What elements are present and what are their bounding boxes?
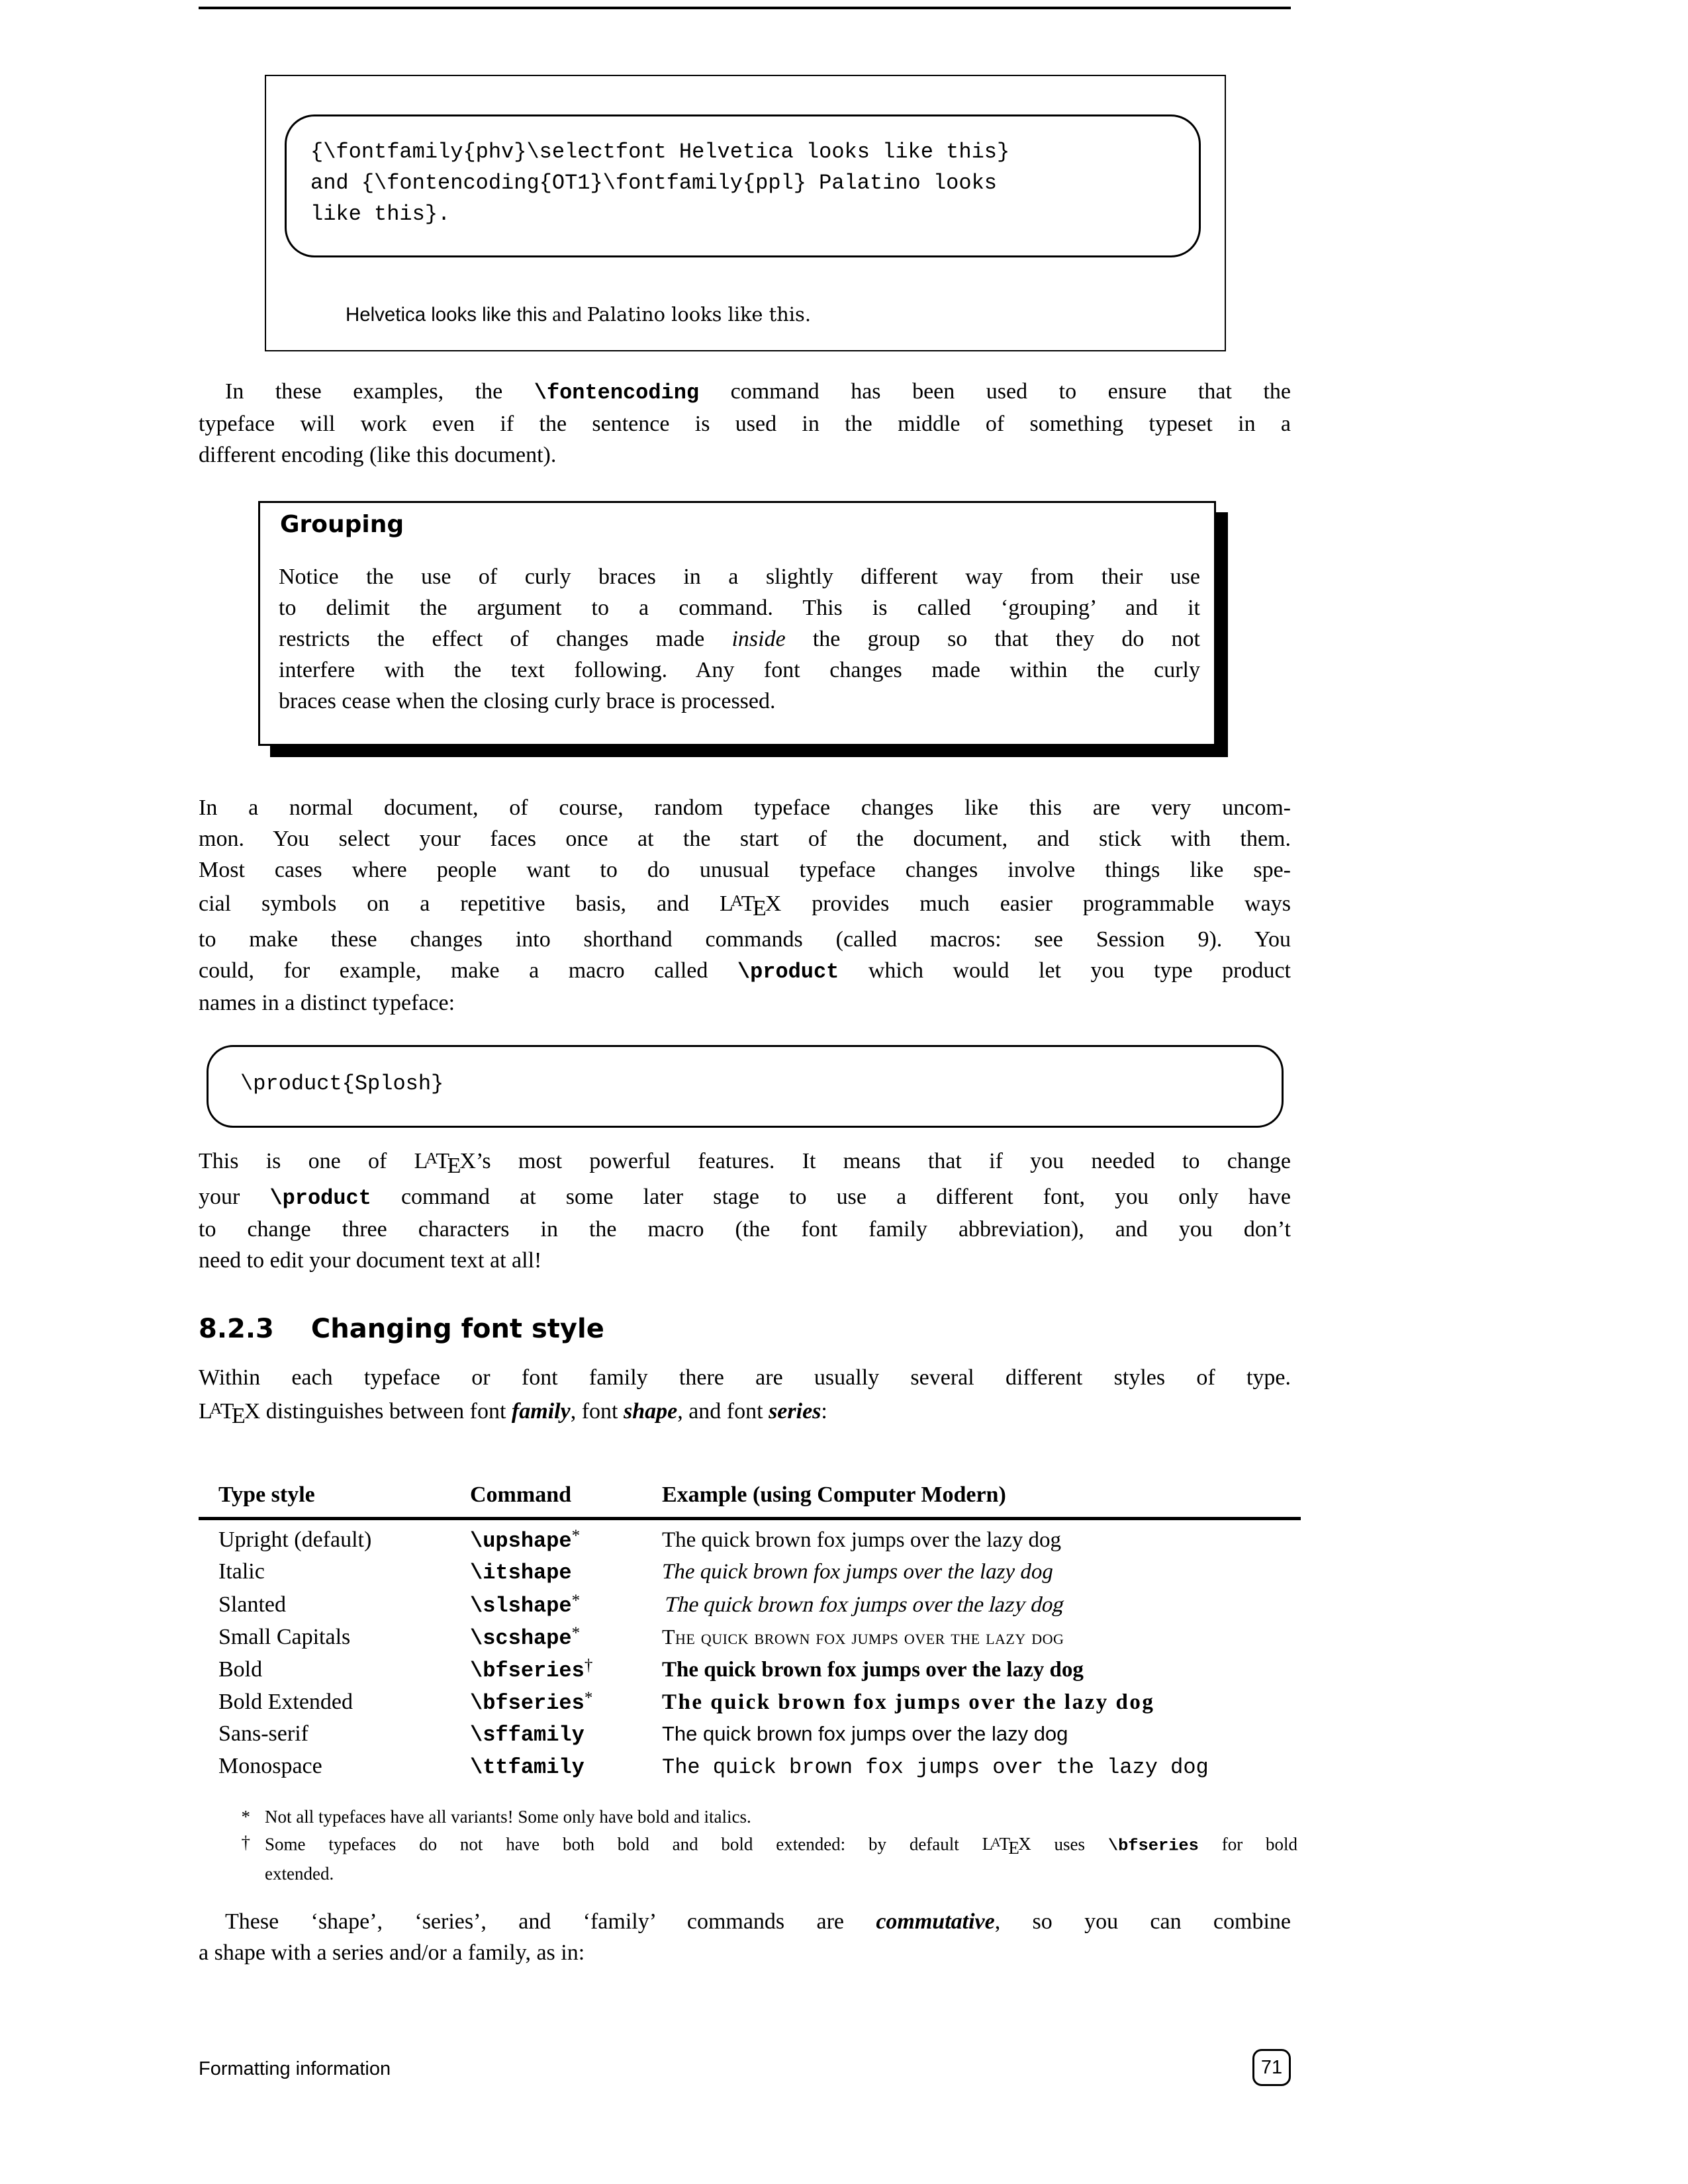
text-line: mon. You select your faces once at the start of the document, and stick with them.	[199, 827, 1291, 851]
example-cell: The quick brown fox jumps over the lazy dog	[662, 1560, 1053, 1584]
section-title: Changing font style	[310, 1314, 604, 1344]
table-header-row	[199, 1482, 1301, 1517]
code-line: like this}.	[310, 202, 451, 226]
paragraph-fontencoding	[199, 376, 1291, 471]
paragraph-normal-document	[199, 792, 1291, 1019]
footnote-text	[265, 1804, 1297, 1830]
text-line: to make these changes into shorthand commands (called macros: see Session 9). You	[199, 927, 1291, 952]
footnote-text	[265, 1830, 1297, 1887]
font-style-table	[199, 1482, 1301, 1786]
page-number-badge	[1252, 2049, 1291, 2086]
inline-command: \slshape	[470, 1593, 572, 1618]
table-footnotes	[199, 1804, 1297, 1887]
text-line: cial symbols on a repetitive basis, and $L^ATEX$ provides much easier programmable ways	[199, 891, 1291, 921]
footnote-marker: †	[241, 1833, 250, 1852]
table-row	[199, 1592, 1301, 1624]
inline-command: \product	[737, 959, 839, 984]
type-style-cell: Sans-serif	[218, 1721, 308, 1746]
text-line: This is one of $L^ATEX’s$ most powerful features. It means that if you needed to change	[199, 1148, 1291, 1178]
column-header-example: Example (using Computer Modern)	[662, 1482, 1006, 1507]
paragraph-within-typeface	[199, 1362, 1291, 1432]
example-cell: The quick brown fox jumps over the lazy dog	[662, 1690, 1155, 1714]
type-style-cell: Small Capitals	[218, 1624, 351, 1649]
page-number: 71	[1260, 2056, 1283, 2078]
inline-command: \itshape	[470, 1561, 572, 1585]
text-line: Most cases where people want to do unusual typeface changes involve things like spe-	[199, 858, 1291, 882]
grouping-box-body	[279, 561, 1200, 717]
text-line: Notice the use of curly braces in a slightly different way from their use	[279, 565, 1200, 589]
command-cell	[470, 1624, 662, 1651]
footnote-marker: *	[571, 1592, 581, 1610]
text-line: need to edit your document text at all!	[199, 1248, 542, 1273]
latex-logo: $L^ATEX$	[982, 1834, 1031, 1858]
text-line: Some typefaces do not have both bold and bold extended: by default $L^ATEX$ uses \bfseries for bold	[265, 1834, 1298, 1858]
example-cell: The quick brown fox jumps over the lazy dog	[662, 1657, 1084, 1682]
command-cell	[470, 1689, 662, 1715]
example-cell: The quick brown fox jumps over the lazy dog	[662, 1527, 1062, 1552]
type-style-cell: Slanted	[218, 1592, 286, 1617]
command-cell	[470, 1592, 662, 1618]
column-header-type-style: Type style	[218, 1482, 315, 1507]
footnote-marker: *	[571, 1624, 581, 1642]
text-line: In a normal document, of course, random typeface changes like this are very uncom-	[199, 796, 1291, 820]
column-header-command: Command	[470, 1482, 572, 1507]
text-line: These ‘shape’, ‘series’, and ‘family’ commands are commutative, so you can combine	[225, 1909, 1291, 1934]
table-body	[199, 1520, 1301, 1786]
text-line: Within each typeface or font family there are usually several different styles of type.	[199, 1365, 1291, 1390]
text-line: braces cease when the closing curly brace is processed.	[279, 689, 776, 713]
example-cell: The quick brown fox jumps over the lazy dog	[662, 1592, 1067, 1617]
text-line: Not all typefaces have all variants! Some only have bold and italics.	[265, 1807, 751, 1827]
code-line: {\fontfamily{phv}\selectfont Helvetica looks like this}	[310, 140, 1010, 164]
latex-logo: $L^ATEX$	[414, 1148, 476, 1178]
footnote-marker: *	[571, 1527, 581, 1545]
text-line: restricts the effect of changes made inside the group so that they do not	[279, 627, 1200, 651]
footnote-marker: †	[584, 1657, 593, 1674]
header-rule	[199, 7, 1291, 9]
text-line: interfere with the text following. Any font changes made within the curly	[279, 658, 1200, 682]
grouping-box-title: Grouping	[280, 511, 404, 538]
type-style-cell: Upright (default)	[218, 1527, 372, 1552]
command-cell	[470, 1527, 662, 1553]
grouping-box	[258, 501, 1216, 746]
footnote	[199, 1830, 1297, 1887]
inline-command: \scshape	[470, 1625, 572, 1651]
type-style-cell: Italic	[218, 1559, 265, 1584]
code-box-product	[207, 1045, 1284, 1128]
text-line: extended.	[265, 1863, 334, 1884]
type-style-cell: Bold	[218, 1657, 263, 1682]
figure-output-line: Helvetica looks like this and Palatino looks like this.	[346, 302, 811, 326]
table-row	[199, 1689, 1301, 1721]
inline-command: \product	[269, 1185, 371, 1210]
text-line: typeface will work even if the sentence is used in the middle of something typeset in a	[199, 412, 1291, 436]
type-style-cell: Monospace	[218, 1754, 322, 1778]
inline-command: \bfseries	[1107, 1836, 1199, 1856]
table-row	[199, 1559, 1301, 1592]
example-cell: The quick brown fox jumps over the lazy dog	[662, 1722, 1068, 1745]
type-style-cell: Bold Extended	[218, 1689, 353, 1714]
text-line: your \product command at some later stage to use a different font, you only have	[199, 1184, 1291, 1210]
inline-command: \bfseries	[470, 1658, 585, 1683]
text-line: In these examples, the \fontencoding command has been used to ensure that the	[225, 379, 1291, 405]
text-line: to change three characters in the macro (the font family abbreviation), and you don’t	[199, 1216, 1291, 1242]
footnote-marker: *	[241, 1807, 250, 1827]
latex-logo: $L^ATEX$	[720, 891, 782, 921]
inline-command: \bfseries	[470, 1690, 585, 1715]
inline-command: \sffamily	[470, 1723, 585, 1747]
example-cell: The quick brown fox jumps over the lazy dog	[662, 1624, 1064, 1649]
text-line: could, for example, make a macro called \product which would let you type product	[199, 958, 1291, 984]
latex-logo: $L^ATEX$	[199, 1398, 261, 1428]
inline-command: \ttfamily	[470, 1755, 585, 1780]
table-row	[199, 1657, 1301, 1689]
table-row	[199, 1527, 1301, 1559]
text-line: a shape with a series and/or a family, as in:	[199, 1940, 585, 1965]
paragraph-powerful-features	[199, 1143, 1291, 1276]
command-cell	[470, 1723, 662, 1747]
command-cell	[470, 1561, 662, 1585]
example-cell: The quick brown fox jumps over the lazy dog	[662, 1755, 1209, 1780]
footnote-marker: *	[584, 1689, 593, 1707]
code-line: and {\fontencoding{OT1}\fontfamily{ppl} Palatino looks	[310, 171, 997, 195]
section-heading	[199, 1314, 604, 1344]
paragraph-commutative	[199, 1906, 1291, 1968]
code-line: \product{Splosh}	[240, 1071, 444, 1096]
footer-title: Formatting information	[199, 2058, 391, 2079]
command-cell	[470, 1755, 662, 1780]
inline-command: \fontencoding	[534, 381, 700, 405]
table-row	[199, 1624, 1301, 1657]
section-number: 8.2.3	[199, 1314, 274, 1344]
command-cell	[470, 1657, 662, 1683]
text-line: to delimit the argument to a command. This is called ‘grouping’ and it	[279, 596, 1200, 620]
text-line: different encoding (like this document).	[199, 443, 557, 467]
table-row	[199, 1754, 1301, 1786]
text-line: names in a distinct typeface:	[199, 990, 455, 1015]
inline-command: \upshape	[470, 1528, 572, 1553]
example-figure	[265, 75, 1226, 351]
code-box-fontfamily	[285, 114, 1201, 257]
table-row	[199, 1721, 1301, 1754]
footnote	[199, 1804, 1297, 1830]
text-line: $L^ATEX$ distinguishes between font family, font shape, and font series:	[199, 1398, 827, 1428]
